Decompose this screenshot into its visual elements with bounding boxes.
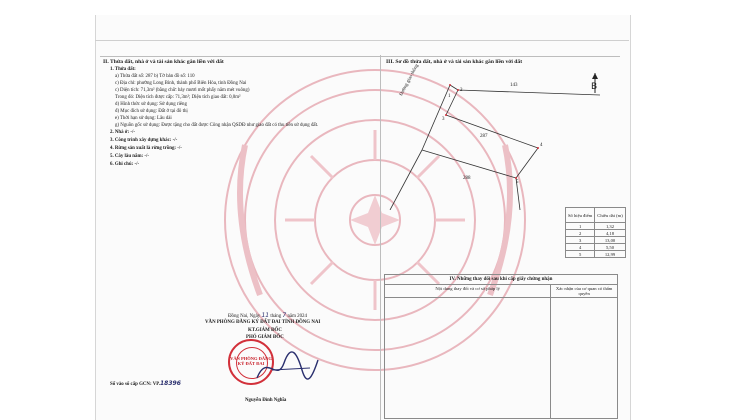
vertex-label-5: 5 (516, 180, 519, 185)
parcel-287-label: 287 (480, 134, 488, 139)
parcel-143-label: 143 (510, 83, 518, 88)
origin-line: g) Nguồn gốc sử dụng: Được tặng cho đất được Công nhận QSDĐ như giao đất có thu tiền sử dụng đất. (115, 123, 319, 128)
office-name: VĂN PHÒNG ĐĂNG KÝ ĐẤT ĐAI TỈNH ĐỒNG NAI (205, 320, 321, 325)
table-header-point: Số hiệu điểm (566, 208, 595, 223)
address-line: c) Địa chỉ: phường Long Bình, thành phố Biên Hòa, tỉnh Đồng Nai (115, 81, 247, 86)
boundary-table (565, 207, 626, 258)
parcel-diagram (380, 60, 620, 210)
parcel-line: a) Thửa đất số: 287 b) Tờ bản đồ số: 110 (115, 74, 195, 79)
issue-date (228, 313, 307, 320)
parcel-288-label: 288 (463, 176, 471, 181)
table-header-length: Chiều dài (m) (595, 208, 626, 223)
vertex-label-4: 4 (540, 143, 543, 148)
section-ii-title: II. Thửa đất, nhà ở và tài sản khác gắn liền với đất (103, 59, 224, 65)
area-detail-line: Trong đó: Diện tích được cấp: 71,3m²; Diện tích giao đất: 0,0m² (115, 95, 241, 100)
signature (252, 348, 322, 388)
purpose-line: đ) Mục đích sử dụng: Đất ở tại đô thị (115, 109, 188, 114)
cert-number: 18396 (160, 380, 181, 387)
road-label: Đường giao thông (399, 63, 420, 97)
signer-name: Nguyễn Đình Nghĩa (245, 398, 287, 403)
date-mid: tháng (270, 314, 282, 319)
item1-title: 1. Thửa đất: (110, 67, 136, 72)
section-iii-title: III. Sơ đồ thửa đất, nhà ở và tài sản khác gắn liền với đất (386, 59, 523, 65)
changes-title: IV. Những thay đổi sau khi cấp giấy chứng nhận (385, 275, 617, 285)
date-prefix: Đồng Nai, Ngày (228, 314, 261, 319)
changes-col-content: Nội dung thay đổi và cơ sở pháp lý (385, 285, 551, 297)
date-day: 11 (261, 312, 270, 319)
changes-body (385, 298, 617, 418)
table-row: 2 4,18 (566, 230, 626, 237)
term-line: e) Thời hạn sử dụng: Lâu dài (115, 116, 172, 121)
deputy-director: PHÓ GIÁM ĐỐC (246, 335, 284, 340)
table-row: 4 5,50 (566, 244, 626, 251)
kt-director: KT.GIÁM ĐỐC (248, 328, 282, 333)
item2-line: 2. Nhà ở: -/- (110, 130, 135, 135)
item4-line: 4. Rừng sản xuất là rừng trồng: -/- (110, 146, 182, 151)
header-rule (100, 56, 620, 57)
date-year: năm 2024 (287, 314, 307, 319)
date-month: 7 (282, 312, 287, 319)
changes-header (385, 285, 617, 298)
table-row: 1 1,32 (566, 223, 626, 230)
vertex-label-1: 1 (448, 94, 451, 99)
page-top-edge (95, 40, 629, 41)
svg-text:B: B (591, 82, 598, 92)
item3-line: 3. Công trình xây dựng khác: -/- (110, 138, 178, 143)
area-line: c) Diện tích: 71,3m² (bằng chữ: bảy mươi mốt phẩy năm mét vuông) (115, 88, 250, 93)
vertex-label-2: 2 (460, 88, 463, 93)
changes-box (384, 274, 618, 419)
table-row: 5 12,99 (566, 251, 626, 258)
cert-label: Số vào sổ cấp GCN: VP. (110, 382, 160, 387)
vertex-label-3: 3 (442, 117, 445, 122)
table-row: 3 13,00 (566, 237, 626, 244)
item5-line: 5. Cây lâu năm: -/- (110, 154, 149, 159)
item6-line: 6. Ghi chú: -/- (110, 162, 140, 167)
stamp-text: VĂN PHÒNG ĐĂNG KÝ ĐẤT ĐAI (230, 356, 272, 366)
cert-number-line (110, 381, 181, 388)
use-form-line: d) Hình thức sử dụng: Sử dụng riêng (115, 102, 187, 107)
changes-col-confirm: Xác nhận của cơ quan có thẩm quyền (555, 286, 613, 296)
